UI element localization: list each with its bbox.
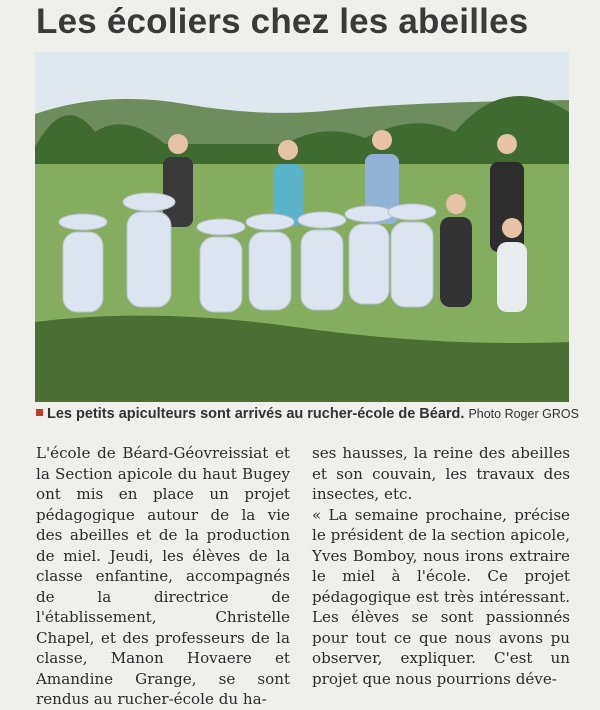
photo-credit: Photo Roger GROS: [468, 407, 579, 421]
article-paragraph: « La semaine prochaine, précise le président de la section apicole, Yves Bomboy, nous irons extraire le miel à l'école. Ce projet pédagogique est très intéressant. Les élèves se sont passionnés pour tout ce que nous avons pu observer, expliquer. C'est un projet que nous pourrions déve-: [312, 505, 570, 688]
photo-caption: [36, 406, 586, 422]
article-column-right: [312, 443, 570, 689]
article-paragraph: ses hausses, la reine des abeilles et son couvain, les travaux des insectes, etc.: [312, 444, 570, 503]
article-headline: Les écoliers chez les abeilles: [36, 2, 529, 41]
article-paragraph: L'école de Béard-Géovreissiat et la Section apicole du haut Bugey ont mis en place un projet pédagogique autour de la vie des abeilles et de la production de miel. Jeudi, les élèves de la classe enfantine, accompagnés de la directrice de l'établissement, Christelle Chapel, et des professeurs de la classe, Manon Hovaere et Amandine Grange, se sont rendus au rucher-école du ha-: [36, 444, 290, 708]
article-column-left: [36, 443, 290, 710]
photo-illustration: [35, 52, 569, 402]
article-photo: [35, 52, 569, 402]
caption-text: Les petits apiculteurs sont arrivés au rucher-école de Béard.: [47, 406, 465, 422]
caption-marker-icon: [36, 409, 43, 416]
